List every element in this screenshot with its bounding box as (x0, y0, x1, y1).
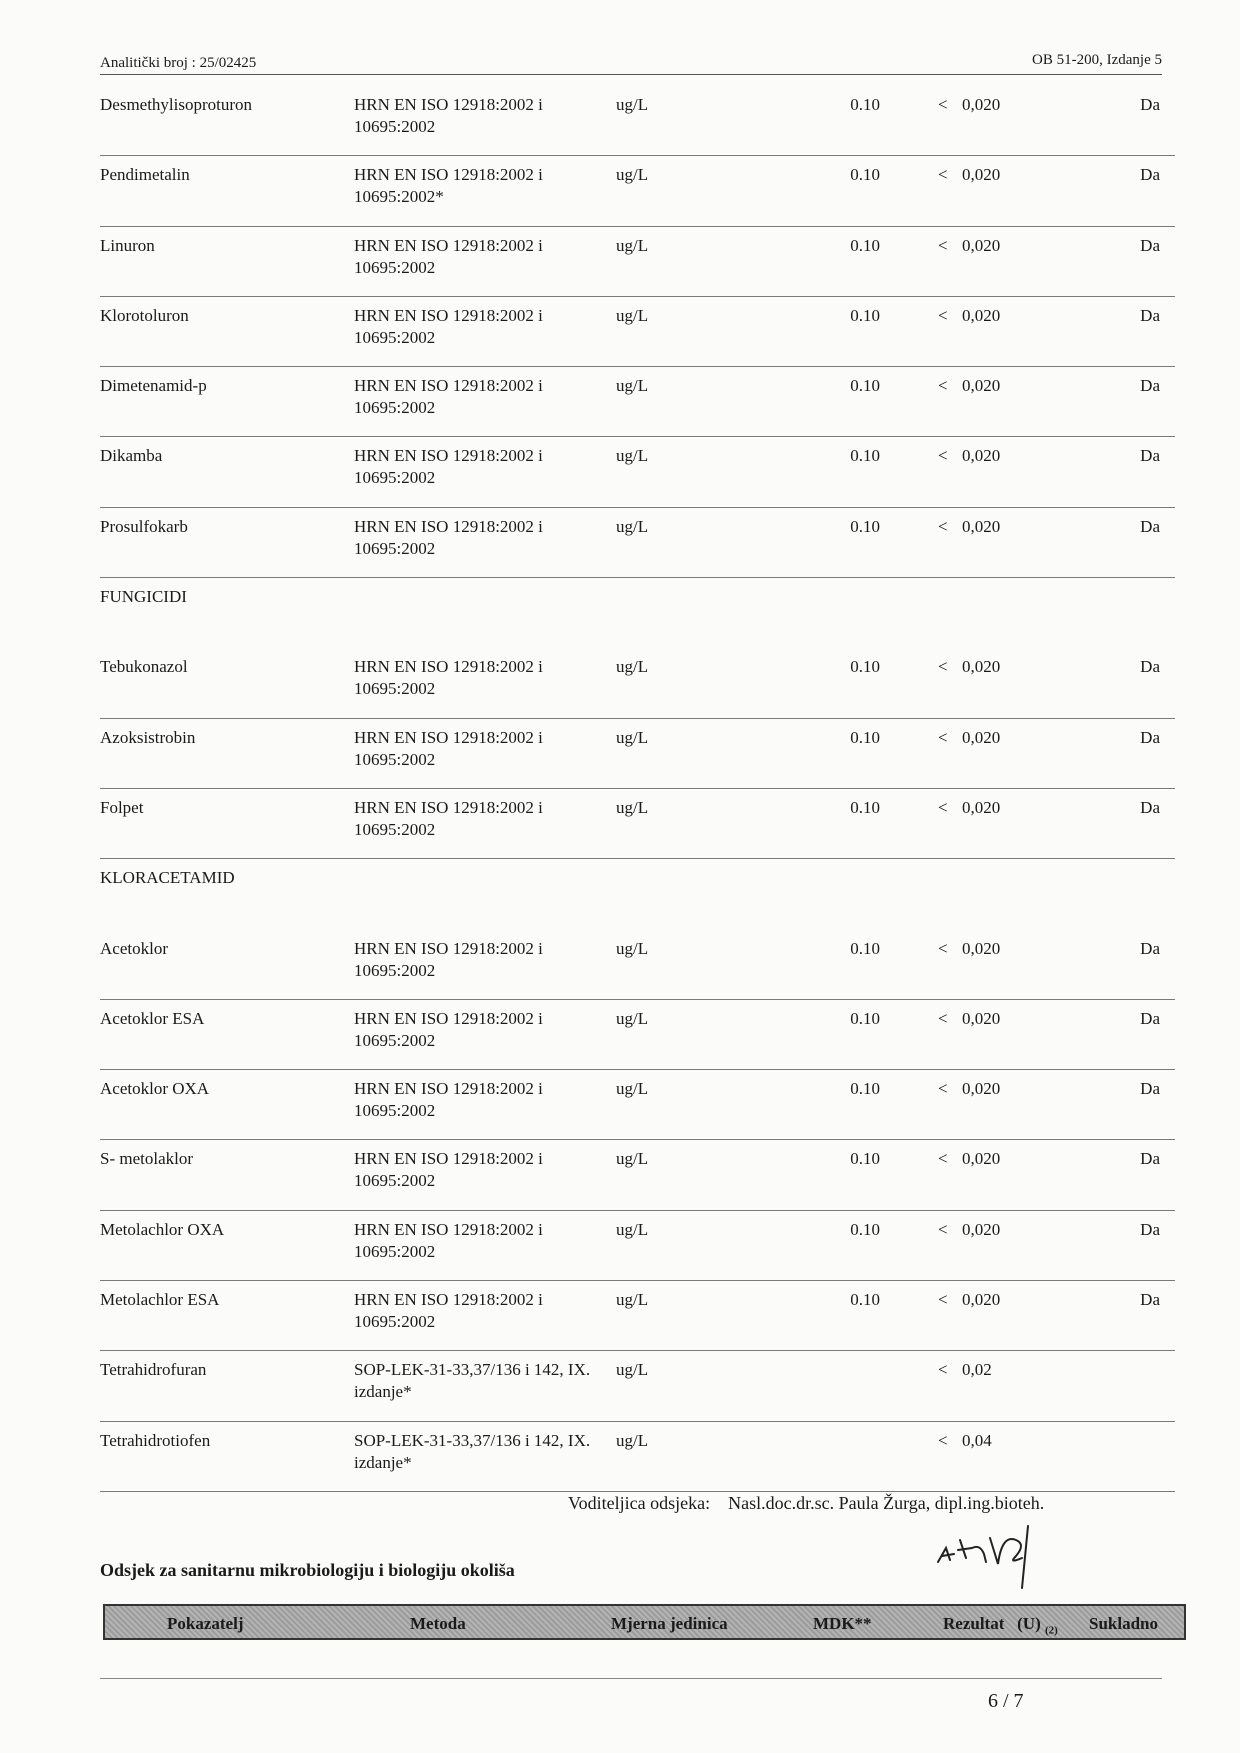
comparator-cell: < (938, 1360, 948, 1380)
result-cell: 0,020 (962, 446, 1001, 466)
parameter-name: Metolachlor OXA (100, 1219, 225, 1239)
parameter-name: S- metolaklor (100, 1149, 194, 1169)
unit-cell: ug/L (616, 727, 649, 747)
uncertainty-label: (U) (1017, 1614, 1041, 1633)
department-title: Odsjek za sanitarnu mikrobiologiju i biologiju okoliša (100, 1560, 515, 1580)
parameter-name: Desmethylisoproturon (100, 95, 253, 114)
table-row (100, 648, 1175, 718)
mdk-cell: 0.10 (850, 376, 880, 396)
method-cell: HRN EN ISO 12918:2002 i 10695:2002 (354, 446, 543, 488)
table-row (100, 297, 1175, 367)
uncertainty-note: (2) (1044, 1624, 1058, 1637)
method-cell: HRN EN ISO 12918:2002 i 10695:2002 (354, 1290, 543, 1332)
table-row (100, 1070, 1175, 1140)
parameter-name: Tebukonazol (100, 657, 188, 677)
mdk-cell: 0.10 (850, 446, 880, 466)
result-cell: 0,020 (962, 376, 1001, 396)
unit-cell: ug/L (616, 1290, 649, 1310)
unit-cell: ug/L (616, 1219, 649, 1239)
result-cell: 0,020 (962, 938, 1001, 958)
table-row (100, 1211, 1175, 1281)
comparator-cell: < (938, 1149, 948, 1169)
unit-cell: ug/L (616, 1360, 649, 1380)
mdk-cell: 0.10 (850, 1290, 880, 1310)
compliance-cell: Da (1140, 165, 1160, 185)
method-cell: HRN EN ISO 12918:2002 i 10695:2002 (354, 305, 543, 347)
unit-cell: ug/L (616, 1008, 649, 1028)
mdk-cell: 0.10 (850, 797, 880, 817)
table-row (100, 1140, 1175, 1210)
mdk-cell: 0.10 (850, 165, 880, 185)
compliance-cell: Da (1140, 1219, 1160, 1239)
method-cell: HRN EN ISO 12918:2002 i 10695:2002 (354, 657, 543, 699)
section-heading-row (100, 578, 1175, 648)
compliance-cell: Da (1140, 797, 1160, 817)
compliance-cell: Da (1140, 657, 1160, 677)
comparator-cell: < (938, 305, 948, 325)
result-cell: 0,020 (962, 1219, 1001, 1239)
result-cell: 0,020 (962, 1290, 1001, 1310)
compliance-cell: Da (1140, 1290, 1160, 1310)
header-divider (100, 74, 1162, 75)
table-row (100, 1422, 1175, 1492)
parameter-name: Tetrahidrofuran (100, 1360, 207, 1380)
col-header-metoda: Metoda (410, 1614, 466, 1633)
compliance-cell: Da (1140, 938, 1160, 958)
col-header-rezultat (943, 1614, 1058, 1636)
unit-cell: ug/L (616, 376, 649, 396)
method-cell: HRN EN ISO 12918:2002 i 10695:2002 (354, 95, 543, 136)
col-header-mdk: MDK** (813, 1614, 872, 1633)
table-row (100, 1351, 1175, 1421)
mdk-cell: 0.10 (850, 516, 880, 536)
comparator-cell: < (938, 376, 948, 396)
manager-name: Nasl.doc.dr.sc. Paula Žurga, dipl.ing.bioteh. (728, 1493, 1045, 1513)
unit-cell: ug/L (616, 95, 649, 114)
parameter-name: Linuron (100, 235, 155, 255)
parameter-name: Acetoklor OXA (100, 1079, 210, 1099)
table-row (100, 227, 1175, 297)
compliance-cell: Da (1140, 1079, 1160, 1099)
unit-cell: ug/L (616, 516, 649, 536)
result-cell: 0,020 (962, 95, 1001, 114)
table-row (100, 508, 1175, 578)
footer-divider (100, 1678, 1162, 1679)
mdk-cell: 0.10 (850, 1219, 880, 1239)
parameter-name: Acetoklor (100, 938, 168, 958)
mdk-cell: 0.10 (850, 1079, 880, 1099)
result-cell: 0,020 (962, 797, 1001, 817)
compliance-cell: Da (1140, 95, 1160, 114)
result-cell: 0,020 (962, 1079, 1001, 1099)
result-cell: 0,020 (962, 305, 1001, 325)
table-row (100, 930, 1175, 1000)
mdk-cell: 0.10 (850, 938, 880, 958)
result-cell: 0,020 (962, 1149, 1001, 1169)
unit-cell: ug/L (616, 235, 649, 255)
mdk-cell: 0.10 (850, 95, 880, 114)
compliance-cell: Da (1140, 305, 1160, 325)
table-row (100, 437, 1175, 507)
section-heading: FUNGICIDI (100, 587, 187, 607)
comparator-cell: < (938, 1430, 948, 1450)
unit-cell: ug/L (616, 1079, 649, 1099)
method-cell: HRN EN ISO 12918:2002 i 10695:2002 (354, 1149, 543, 1191)
parameter-name: Dimetenamid-p (100, 376, 207, 396)
comparator-cell: < (938, 516, 948, 536)
compliance-cell: Da (1140, 376, 1160, 396)
comparator-cell: < (938, 95, 948, 114)
section-heading-row (100, 859, 1175, 929)
page-number: 6 / 7 (988, 1690, 1024, 1712)
result-cell: 0,020 (962, 657, 1001, 677)
comparator-cell: < (938, 1219, 948, 1239)
comparator-cell: < (938, 165, 948, 185)
table-row (100, 789, 1175, 859)
method-cell: HRN EN ISO 12918:2002 i 10695:2002* (354, 165, 543, 207)
unit-cell: ug/L (616, 305, 649, 325)
method-cell: HRN EN ISO 12918:2002 i 10695:2002 (354, 516, 543, 558)
results-table (100, 86, 1175, 1492)
compliance-cell: Da (1140, 727, 1160, 747)
comparator-cell: < (938, 1290, 948, 1310)
unit-cell: ug/L (616, 446, 649, 466)
method-cell: SOP-LEK-31-33,37/136 i 142, IX. izdanje* (354, 1360, 591, 1402)
manager-label: Voditeljica odsjeka: (568, 1493, 711, 1513)
comparator-cell: < (938, 657, 948, 677)
parameter-name: Metolachlor ESA (100, 1290, 220, 1310)
unit-cell: ug/L (616, 1149, 649, 1169)
method-cell: HRN EN ISO 12918:2002 i 10695:2002 (354, 797, 543, 839)
mdk-cell: 0.10 (850, 1149, 880, 1169)
method-cell: HRN EN ISO 12918:2002 i 10695:2002 (354, 376, 543, 418)
comparator-cell: < (938, 1079, 948, 1099)
parameter-name: Klorotoluron (100, 305, 189, 325)
result-cell: 0,020 (962, 727, 1001, 747)
mdk-cell: 0.10 (850, 1008, 880, 1028)
result-cell: 0,04 (962, 1430, 992, 1450)
result-cell: 0,020 (962, 1008, 1001, 1028)
mdk-cell: 0.10 (850, 657, 880, 677)
result-cell: 0,020 (962, 516, 1001, 536)
table-row (100, 1000, 1175, 1070)
parameter-name: Acetoklor ESA (100, 1008, 205, 1028)
unit-cell: ug/L (616, 165, 649, 185)
parameter-name: Folpet (100, 797, 144, 817)
method-cell: SOP-LEK-31-33,37/136 i 142, IX. izdanje* (354, 1430, 591, 1472)
rezultat-label: Rezultat (943, 1614, 1005, 1633)
parameter-name: Prosulfokarb (100, 516, 188, 536)
document-reference: OB 51-200, Izdanje 5 (1032, 52, 1162, 68)
comparator-cell: < (938, 235, 948, 255)
table-row (100, 367, 1175, 437)
result-cell: 0,020 (962, 235, 1001, 255)
method-cell: HRN EN ISO 12918:2002 i 10695:2002 (354, 235, 543, 277)
analysis-number: Analitički broj : 25/02425 (100, 55, 257, 71)
comparator-cell: < (938, 938, 948, 958)
comparator-cell: < (938, 1008, 948, 1028)
method-cell: HRN EN ISO 12918:2002 i 10695:2002 (354, 938, 543, 980)
handwritten-signature (930, 1510, 1060, 1590)
table-row (100, 719, 1175, 789)
mdk-cell: 0.10 (850, 305, 880, 325)
parameter-name: Dikamba (100, 446, 163, 466)
mdk-cell: 0.10 (850, 727, 880, 747)
unit-cell: ug/L (616, 657, 649, 677)
compliance-cell: Da (1140, 446, 1160, 466)
method-cell: HRN EN ISO 12918:2002 i 10695:2002 (354, 727, 543, 769)
col-header-jedinica: Mjerna jedinica (611, 1614, 728, 1633)
mdk-cell: 0.10 (850, 235, 880, 255)
parameter-name: Tetrahidrotiofen (100, 1430, 211, 1450)
table-row (100, 1281, 1175, 1351)
compliance-cell: Da (1140, 1008, 1160, 1028)
method-cell: HRN EN ISO 12918:2002 i 10695:2002 (354, 1008, 543, 1050)
parameter-name: Pendimetalin (100, 165, 190, 185)
unit-cell: ug/L (616, 938, 649, 958)
table-row (100, 156, 1175, 226)
result-cell: 0,020 (962, 165, 1001, 185)
comparator-cell: < (938, 797, 948, 817)
comparator-cell: < (938, 446, 948, 466)
section-heading: KLORACETAMID (100, 868, 235, 888)
col-header-pokazatelj: Pokazatelj (167, 1614, 244, 1633)
parameter-name: Azoksistrobin (100, 727, 196, 747)
next-table-header (103, 1604, 1186, 1640)
compliance-cell: Da (1140, 1149, 1160, 1169)
compliance-cell: Da (1140, 516, 1160, 536)
comparator-cell: < (938, 727, 948, 747)
method-cell: HRN EN ISO 12918:2002 i 10695:2002 (354, 1079, 543, 1121)
compliance-cell: Da (1140, 235, 1160, 255)
method-cell: HRN EN ISO 12918:2002 i 10695:2002 (354, 1219, 543, 1261)
unit-cell: ug/L (616, 797, 649, 817)
table-row (100, 86, 1175, 156)
col-header-sukladno: Sukladno (1089, 1614, 1158, 1633)
unit-cell: ug/L (616, 1430, 649, 1450)
result-cell: 0,02 (962, 1360, 992, 1380)
